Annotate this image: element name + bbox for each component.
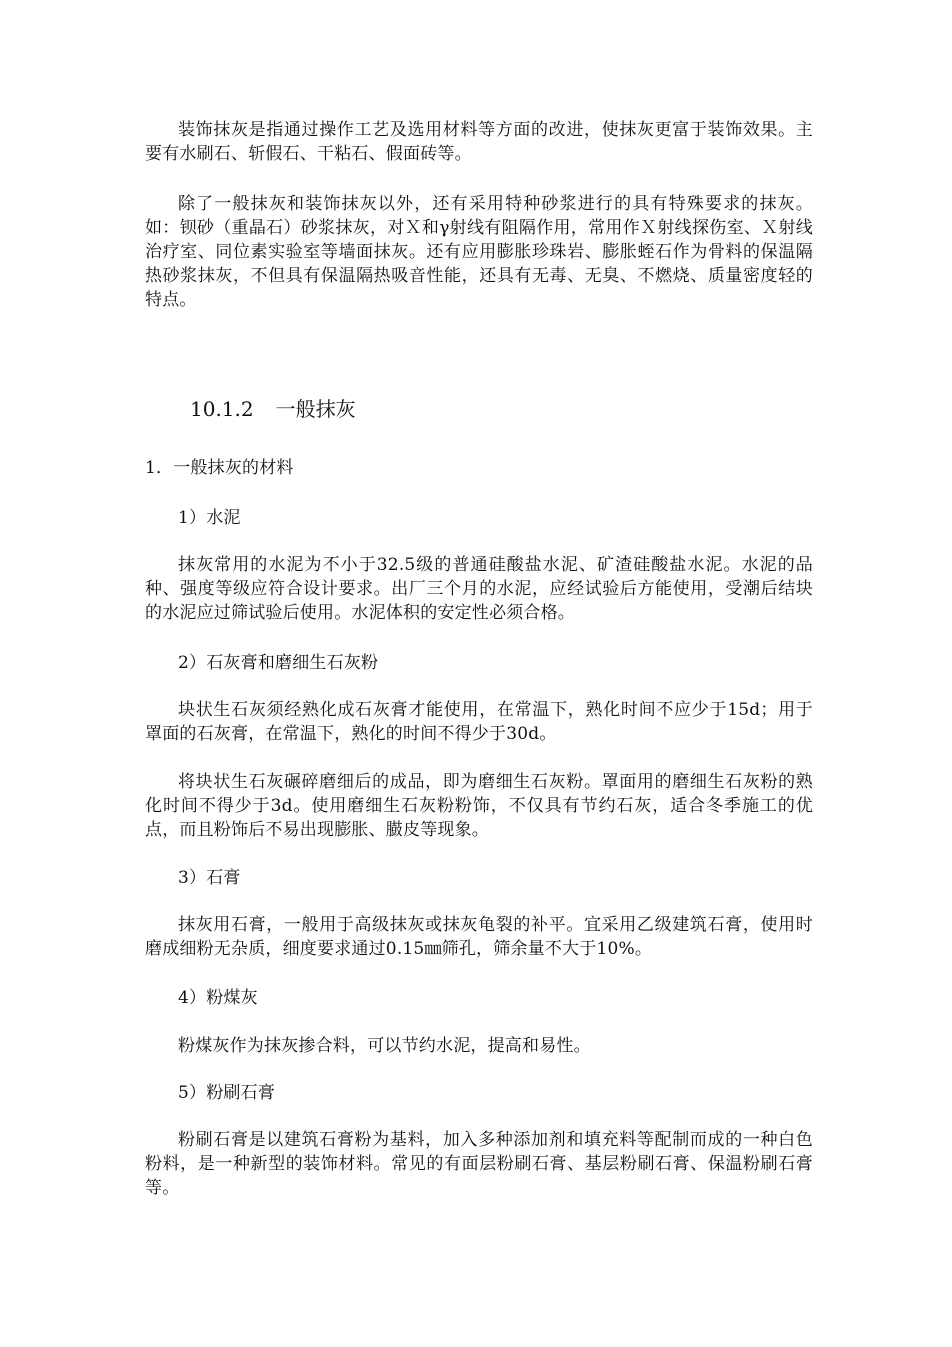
section-title: 一般抹灰 bbox=[275, 397, 356, 421]
paragraph-lime-powder: 将块状生石灰碾碎磨细后的成品，即为磨细生石灰粉。罩面用的磨细生石灰粉的熟化时间不得少于3d。使用磨细生石灰粉粉饰，不仅具有节约石灰，适合冬季施工的优点，而且粉饰后不易出现膨胀、臌皮等现象。 bbox=[145, 772, 813, 840]
item-heading-gypsum: 3）石膏 bbox=[178, 868, 241, 888]
section-heading bbox=[190, 395, 356, 423]
item-heading-lime: 2）石灰膏和磨细生石灰粉 bbox=[178, 653, 379, 673]
item-heading-plaster-gypsum: 5）粉刷石膏 bbox=[178, 1083, 276, 1103]
paragraph-gypsum: 抹灰用石膏，一般用于高级抹灰或抹灰龟裂的补平。宜采用乙级建筑石膏，使用时磨成细粉无杂质，细度要求通过0.15㎜筛孔，筛余量不大于10%。 bbox=[145, 915, 813, 959]
section-number: 10.1.2 bbox=[190, 397, 254, 421]
item-heading-flyash: 4）粉煤灰 bbox=[178, 988, 258, 1008]
paragraph-lime-putty: 块状生石灰须经熟化成石灰膏才能使用，在常温下，熟化时间不应少于15d；用于罩面的石灰膏，在常温下，熟化的时间不得少于30d。 bbox=[145, 700, 813, 744]
paragraph-cement: 抹灰常用的水泥为不小于32.5级的普通硅酸盐水泥、矿渣硅酸盐水泥。水泥的品种、强度等级应符合设计要求。出厂三个月的水泥，应经试验后方能使用，受潮后结块的水泥应过筛试验后使用。水泥体积的安定性必须合格。 bbox=[145, 555, 813, 623]
paragraph-plaster-gypsum: 粉刷石膏是以建筑石膏粉为基料，加入多种添加剂和填充料等配制而成的一种白色粉料，是一种新型的装饰材料。常见的有面层粉刷石膏、基层粉刷石膏、保温粉刷石膏等。 bbox=[145, 1130, 813, 1198]
paragraph-flyash: 粉煤灰作为抹灰掺合料，可以节约水泥，提高和易性。 bbox=[178, 1036, 591, 1056]
paragraph-decorative-plaster: 装饰抹灰是指通过操作工艺及选用材料等方面的改进，使抹灰更富于装饰效果。主要有水刷石、斩假石、干粘石、假面砖等。 bbox=[145, 120, 813, 164]
subsection-heading: 1．一般抹灰的材料 bbox=[145, 458, 294, 478]
paragraph-special-plaster: 除了一般抹灰和装饰抹灰以外，还有采用特种砂浆进行的具有特殊要求的抹灰。如：钡砂（重晶石）砂浆抹灰，对Ｘ和γ射线有阻隔作用，常用作Ｘ射线探伤室、Ｘ射线治疗室、同位素实验室等墙面抹灰。还有应用膨胀珍珠岩、膨胀蛭石作为骨料的保温隔热砂浆抹灰，不但具有保温隔热吸音性能，还具有无毒、无臭、不燃烧、质量密度轻的特点。 bbox=[145, 194, 813, 310]
item-heading-cement: 1）水泥 bbox=[178, 508, 241, 528]
